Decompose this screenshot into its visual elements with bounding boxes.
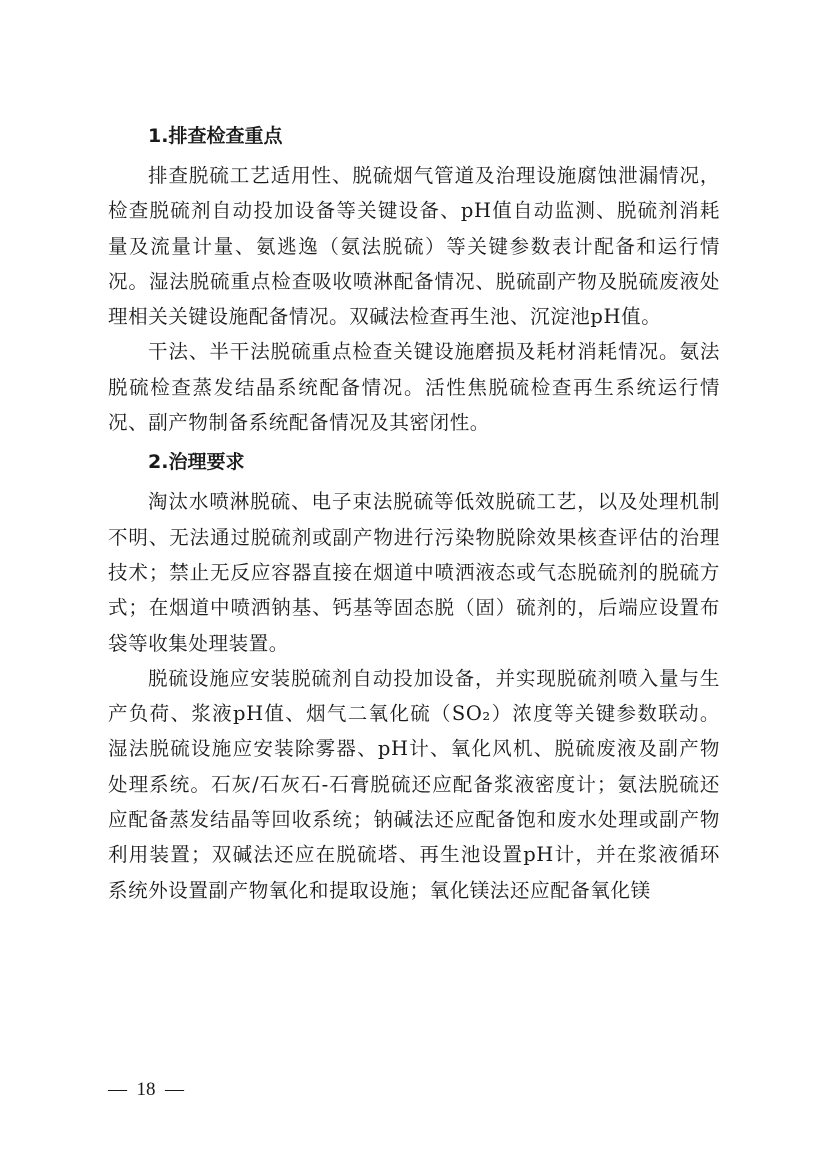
page-body <box>108 114 720 908</box>
paragraph-facility-equipment-requirements: 脱硫设施应安装脱硫剂自动投加设备，并实现脱硫剂喷入量与生产负荷、浆液pH值、烟气二氧化硫（SO₂）浓度等关键参数联动。湿法脱硫设施应安装除雾器、pH计、氧化风机、脱硫废液及副产物处理系统。石灰/石灰石-石膏脱硫还应配备浆液密度计；氨法脱硫还应配备蒸发结晶等回收系统；钠碱法还应配备饱和废水处理或副产物利用装置；双碱法还应在脱硫塔、再生池设置pH计，并在浆液循环系统外设置副产物氧化和提取设施；氧化镁法还应配备氧化镁 <box>108 666 720 902</box>
paragraph-inspection-desulfurization-process: 排查脱硫工艺适用性、脱硫烟气管道及治理设施腐蚀泄漏情况，检查脱硫剂自动投加设备等关键设备、pH值自动监测、脱硫剂消耗量及流量计量、氨逃逸（氨法脱硫）等关键参数表计配备和运行情况。湿法脱硫重点检查吸收喷淋配备情况、脱硫副产物及脱硫废液处理相关关键设施配备情况。双碱法检查再生池、沉淀池pH值。 <box>108 164 720 329</box>
paragraph-eliminate-inefficient-processes: 淘汰水喷淋脱硫、电子束法脱硫等低效脱硫工艺，以及处理机制不明、无法通过脱硫剂或副产物进行污染物脱除效果核查评估的治理技术；禁止无反应容器直接在烟道中喷洒液态或气态脱硫剂的脱硫方式；在烟道中喷洒钠基、钙基等固态脱（固）硫剂的，后端应设置布袋等收集处理装置。 <box>108 490 720 655</box>
page-number: — 18 — <box>108 1079 184 1100</box>
section-heading-governance-requirements: 2.治理要求 <box>148 451 245 474</box>
section-heading-inspection-focus: 1.排查检查重点 <box>148 125 283 147</box>
paragraph-inspection-dry-semidry: 干法、半干法脱硫重点检查关键设施磨损及耗材消耗情况。氨法脱硫检查蒸发结晶系统配备情况。活性焦脱硫检查再生系统运行情况、副产物制备系统配备情况及其密闭性。 <box>108 340 720 435</box>
